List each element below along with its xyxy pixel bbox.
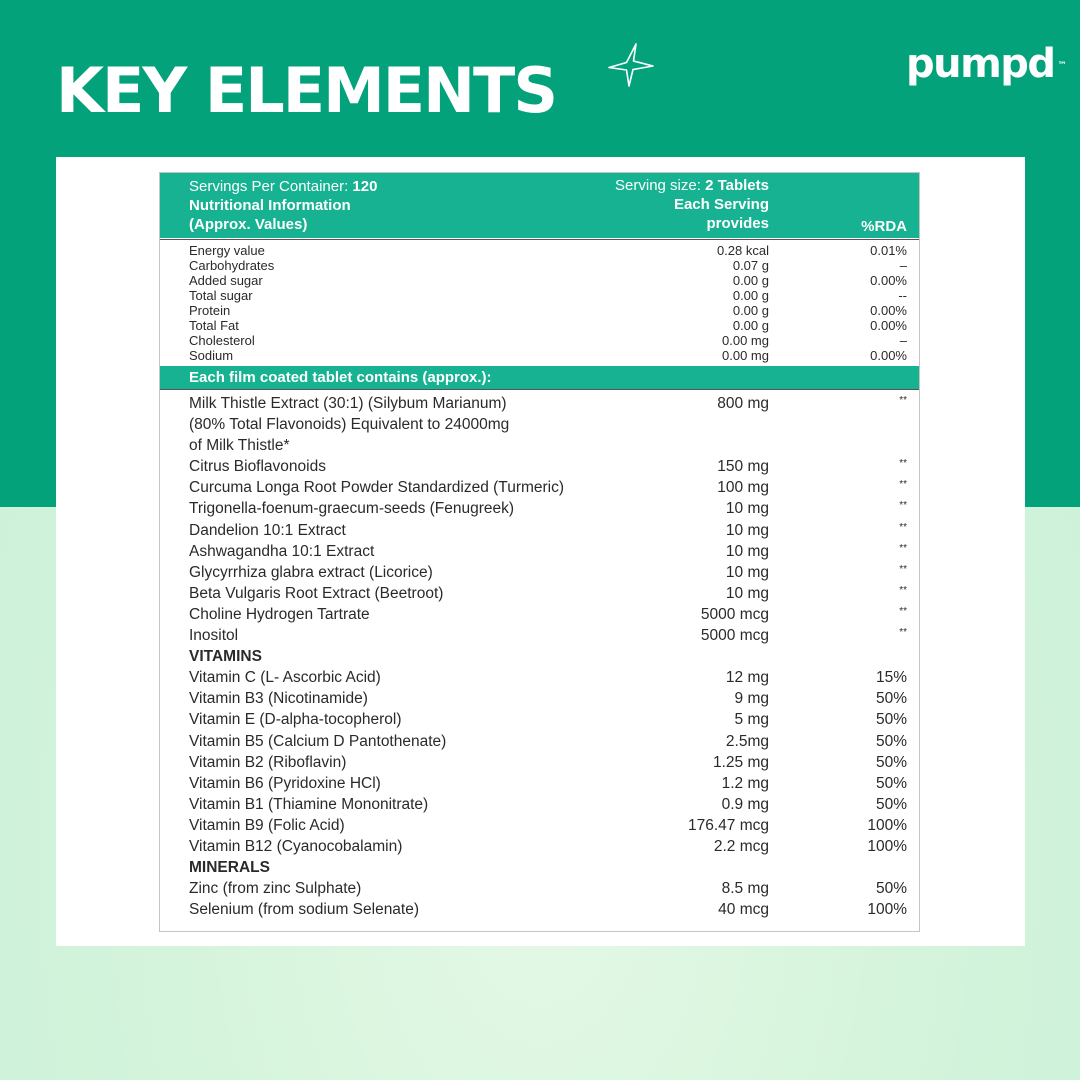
row-name: Vitamin B3 (Nicotinamide) bbox=[189, 690, 368, 708]
row-rda: 50% bbox=[875, 690, 907, 708]
row-name: Citrus Bioflavonoids bbox=[189, 458, 326, 476]
table-row bbox=[160, 752, 919, 773]
row-name: of Milk Thistle* bbox=[189, 437, 290, 455]
table-row bbox=[160, 273, 919, 288]
row-name: Vitamin B2 (Riboflavin) bbox=[189, 753, 347, 771]
row-rda: 100% bbox=[867, 837, 907, 855]
row-amount: 0.00 g bbox=[732, 273, 769, 288]
row-name: Vitamin B12 (Cyanocobalamin) bbox=[189, 837, 403, 855]
row-amount: 8.5 mg bbox=[721, 880, 769, 898]
row-amount: 800 mg bbox=[717, 395, 769, 412]
row-amount: 150 mg bbox=[717, 458, 769, 476]
row-amount: 5 mg bbox=[734, 711, 769, 729]
table-row bbox=[160, 667, 919, 688]
logo-trademark: ™ bbox=[1057, 61, 1067, 71]
row-name: Ashwagandha 10:1 Extract bbox=[189, 542, 375, 560]
row-rda: 50% bbox=[875, 732, 907, 750]
row-name: Beta Vulgaris Root Extract (Beetroot) bbox=[189, 584, 444, 602]
approx-values-label: (Approx. Values) bbox=[189, 216, 308, 233]
row-amount: 5000 mcg bbox=[700, 605, 769, 623]
nutrition-card bbox=[56, 157, 1025, 946]
row-name: (80% Total Flavonoids) Equivalent to 24000mg bbox=[189, 416, 510, 434]
row-rda: 50% bbox=[875, 795, 907, 813]
row-name: Curcuma Longa Root Powder Standardized (Turmeric) bbox=[189, 479, 565, 497]
row-amount: 0.07 g bbox=[732, 258, 769, 273]
row-name: Energy value bbox=[189, 243, 265, 258]
row-name: Glycyrrhiza glabra extract (Licorice) bbox=[189, 563, 433, 581]
table-row bbox=[160, 477, 919, 498]
row-name: MINERALS bbox=[189, 859, 270, 877]
table-row bbox=[160, 604, 919, 625]
row-rda: 0.01% bbox=[870, 243, 907, 258]
row-rda: – bbox=[899, 333, 907, 348]
row-name: Cholesterol bbox=[189, 333, 255, 348]
row-amount: 10 mg bbox=[725, 563, 769, 581]
row-name: Vitamin B5 (Calcium D Pantothenate) bbox=[189, 732, 447, 750]
row-name: Vitamin C (L- Ascorbic Acid) bbox=[189, 669, 381, 687]
table-row bbox=[160, 414, 919, 435]
row-amount: 10 mg bbox=[725, 584, 769, 602]
row-rda: -- bbox=[898, 288, 907, 303]
row-rda: ** bbox=[899, 563, 907, 575]
table-row bbox=[160, 731, 919, 752]
section-heading bbox=[160, 857, 919, 878]
tablet-contents-header: Each film coated tablet contains (approx.): bbox=[160, 366, 919, 389]
row-rda: ** bbox=[899, 521, 907, 533]
row-name: Selenium (from sodium Selenate) bbox=[189, 901, 420, 919]
row-amount: 12 mg bbox=[725, 669, 769, 687]
row-rda: ** bbox=[899, 584, 907, 596]
row-name: Total Fat bbox=[189, 318, 239, 333]
row-rda: ** bbox=[899, 479, 907, 491]
section-heading bbox=[160, 646, 919, 667]
row-rda: ** bbox=[899, 458, 907, 470]
row-rda: 100% bbox=[867, 816, 907, 834]
table-row bbox=[160, 393, 919, 414]
row-amount: 10 mg bbox=[725, 521, 769, 539]
brand-logo bbox=[906, 40, 1067, 88]
table-row bbox=[160, 258, 919, 273]
table-row bbox=[160, 899, 919, 920]
row-rda: 50% bbox=[875, 774, 907, 792]
table-row bbox=[160, 688, 919, 709]
row-rda: ** bbox=[899, 395, 907, 406]
each-serving-label: Each Serving bbox=[673, 196, 769, 213]
row-rda: 15% bbox=[875, 669, 907, 687]
row-amount: 1.2 mg bbox=[721, 774, 769, 792]
row-amount: 0.28 kcal bbox=[716, 243, 769, 258]
row-name: Trigonella-foenum-graecum-seeds (Fenugreek) bbox=[189, 500, 515, 518]
servings-per-container: Servings Per Container: 120 bbox=[189, 178, 378, 195]
table-row bbox=[160, 333, 919, 348]
table-row bbox=[160, 562, 919, 583]
table-row bbox=[160, 541, 919, 562]
row-amount: 0.9 mg bbox=[721, 795, 769, 813]
nutrition-facts bbox=[160, 239, 919, 366]
row-amount: 2.5mg bbox=[725, 732, 769, 750]
serving-size: Serving size: 2 Tablets bbox=[615, 177, 769, 194]
table-row bbox=[160, 520, 919, 541]
row-rda: ** bbox=[899, 605, 907, 617]
table-row bbox=[160, 435, 919, 456]
row-amount: 0.00 g bbox=[732, 288, 769, 303]
row-amount: 0.00 mg bbox=[722, 333, 769, 348]
table-row bbox=[160, 243, 919, 258]
row-amount: 10 mg bbox=[725, 500, 769, 518]
row-rda: ** bbox=[899, 627, 907, 639]
sparkle-icon bbox=[606, 42, 656, 88]
row-rda: 0.00% bbox=[870, 273, 907, 288]
row-name: Added sugar bbox=[189, 273, 263, 288]
table-row bbox=[160, 878, 919, 899]
nutritional-info-label: Nutritional Information bbox=[189, 197, 351, 214]
table-row bbox=[160, 288, 919, 303]
row-name: Vitamin B1 (Thiamine Mononitrate) bbox=[189, 795, 429, 813]
row-amount: 9 mg bbox=[734, 690, 769, 708]
table-row bbox=[160, 794, 919, 815]
row-rda: 0.00% bbox=[870, 318, 907, 333]
table-header bbox=[160, 173, 919, 238]
row-amount: 5000 mcg bbox=[700, 627, 769, 645]
table-row bbox=[160, 348, 919, 363]
row-name: Zinc (from zinc Sulphate) bbox=[189, 880, 362, 898]
row-rda: ** bbox=[899, 542, 907, 554]
row-name: Sodium bbox=[189, 348, 234, 363]
table-row bbox=[160, 303, 919, 318]
row-rda: – bbox=[899, 258, 907, 273]
row-amount: 0.00 g bbox=[732, 303, 769, 318]
table-row bbox=[160, 625, 919, 646]
row-amount: 1.25 mg bbox=[712, 753, 769, 771]
table-row bbox=[160, 773, 919, 794]
table-row bbox=[160, 836, 919, 857]
row-rda: 50% bbox=[875, 711, 907, 729]
row-rda: 0.00% bbox=[870, 348, 907, 363]
row-amount: 0.00 mg bbox=[722, 348, 769, 363]
row-rda: 100% bbox=[867, 901, 907, 919]
row-amount: 2.2 mcg bbox=[713, 837, 769, 855]
row-name: Carbohydrates bbox=[189, 258, 275, 273]
table-row bbox=[160, 583, 919, 604]
nutrition-table bbox=[159, 172, 920, 932]
row-rda: ** bbox=[899, 500, 907, 512]
row-rda: 50% bbox=[875, 753, 907, 771]
table-row bbox=[160, 318, 919, 333]
ingredients-list bbox=[160, 389, 919, 920]
table-row bbox=[160, 815, 919, 836]
row-name: Vitamin B6 (Pyridoxine HCl) bbox=[189, 774, 381, 792]
page-title: KEY ELEMENTS bbox=[56, 54, 556, 127]
row-amount: 40 mcg bbox=[718, 901, 769, 919]
provides-label: provides bbox=[706, 215, 769, 232]
rda-header: %RDA bbox=[861, 218, 907, 235]
row-name: Milk Thistle Extract (30:1) (Silybum Marianum) bbox=[189, 395, 507, 412]
row-name: Choline Hydrogen Tartrate bbox=[189, 605, 370, 623]
row-name: Total sugar bbox=[189, 288, 253, 303]
table-row bbox=[160, 709, 919, 730]
row-amount: 100 mg bbox=[717, 479, 769, 497]
table-row bbox=[160, 456, 919, 477]
row-name: Vitamin B9 (Folic Acid) bbox=[189, 816, 345, 834]
row-rda: 0.00% bbox=[870, 303, 907, 318]
row-amount: 0.00 g bbox=[732, 318, 769, 333]
table-row bbox=[160, 498, 919, 519]
row-rda: 50% bbox=[875, 880, 907, 898]
row-name: Inositol bbox=[189, 627, 239, 645]
row-name: Dandelion 10:1 Extract bbox=[189, 521, 346, 539]
row-name: Vitamin E (D-alpha-tocopherol) bbox=[189, 711, 402, 729]
row-amount: 10 mg bbox=[725, 542, 769, 560]
logo-text: pumpd bbox=[906, 41, 1055, 87]
row-name: Protein bbox=[189, 303, 231, 318]
row-amount: 176.47 mcg bbox=[688, 816, 769, 834]
row-name: VITAMINS bbox=[189, 648, 262, 666]
